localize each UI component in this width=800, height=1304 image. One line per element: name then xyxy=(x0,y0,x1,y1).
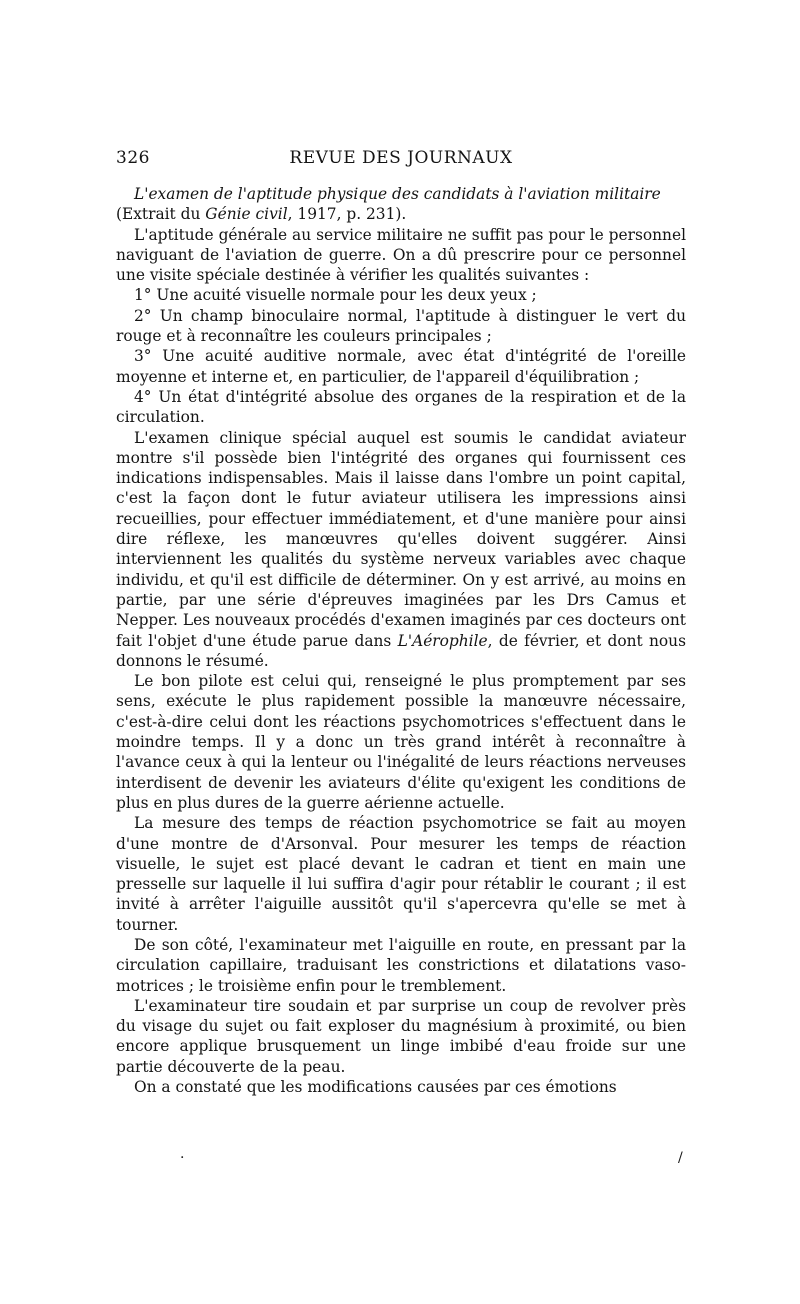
source-prefix: (Extrait du xyxy=(116,205,206,224)
page-number: 326 xyxy=(116,148,150,168)
intro-paragraph: L'aptitude générale au service militaire ne suffit pas pour le personnel naviguant de l'aviation de guerre. On a dû prescrire pour ce personnel une visite spéciale destinée à vérifier les qualités suivantes : xyxy=(116,225,686,285)
article-body xyxy=(116,184,686,1097)
source-journal: Génie civil xyxy=(205,205,288,224)
list-item: 4° Un état d'intégrité absolue des organes de la respiration et de la circulation. xyxy=(116,387,686,427)
stray-dot-mark: · xyxy=(180,1150,185,1166)
list-item: 2° Un champ binoculaire normal, l'aptitude à distinguer le vert du rouge et à reconnaître les couleurs principales ; xyxy=(116,306,686,346)
source-suffix: , 1917, p. 231). xyxy=(287,205,407,224)
list-item: 1° Une acuité visuelle normale pour les deux yeux ; xyxy=(134,286,537,305)
exam-text-after: , de février, et dont nous donnons le résumé. xyxy=(116,631,686,670)
page-header xyxy=(116,148,686,170)
examiner-paragraph: De son côté, l'examinateur met l'aiguille en route, en pressant par la circulation capillaire, traduisant les constrictions et dilatations vaso-motrices ; le troisième enfin pour le tremblement. xyxy=(116,935,686,995)
final-paragraph: On a constaté que les modifications causées par ces émotions xyxy=(134,1078,617,1097)
exam-text-before: L'examen clinique spécial auquel est soumis le candidat aviateur montre s'il possède bien l'intégrité des organes qui fournissent ces indications indispensables. Mais il laisse dans l'ombre un point capital, c'est la façon dont le futur aviateur utilisera les impressions ainsi recueillies, pour effectuer immédiatement, et d'une manière pour ainsi dire réflexe, les manœuvres qu'elles doivent suggérer. Ainsi interviennent les qualités du système nerveux variables avec chaque individu, et qu'il est difficile de déterminer. On y est arrivé, au moins en partie, par une série d'épreuves imaginées par les Drs Camus et Nepper. Les nouveaux procédés d'examen imaginés par ces docteurs ont fait l'objet d'une étude parue dans xyxy=(116,428,686,650)
journal-name: L'Aérophile xyxy=(397,631,488,650)
revolver-paragraph: L'examinateur tire soudain et par surprise un coup de revolver près du visage du sujet ou fait exploser du magnésium à proximité, ou bien encore applique brusquement un linge imbibé d'eau froide sur une partie découverte de la peau. xyxy=(116,996,686,1076)
pilot-paragraph: Le bon pilote est celui qui, renseigné le plus promptement par ses sens, exécute le plus rapidement possible la manœuvre nécessaire, c'est-à-dire celui dont les réactions psychomotrices s'effectuent dans le moindre temps. Il y a donc un très grand intérêt à reconnaître à l'avance ceux à qui la lenteur ou l'inégalité de leurs réactions nerveuses interdisent de devenir les aviateurs d'élite qu'exigent les conditions de plus en plus dures de la guerre aérienne actuelle. xyxy=(116,672,686,812)
article-title: L'examen de l'aptitude physique des candidats à l'aviation militaire xyxy=(134,185,661,203)
article-heading xyxy=(116,184,686,204)
exam-paragraph xyxy=(116,428,686,672)
stray-slash-mark: / xyxy=(678,1150,683,1166)
list-item: 3° Une acuité auditive normale, avec état d'intégrité de l'oreille moyenne et interne et, en particulier, de l'appareil d'équilibration ; xyxy=(116,347,686,386)
running-title: REVUE DES JOURNAUX xyxy=(289,148,513,168)
article-source xyxy=(116,204,686,224)
measure-paragraph: La mesure des temps de réaction psychomotrice se fait au moyen d'une montre de d'Arsonval. Pour mesurer les temps de réaction visuelle, le sujet est placé devant le cadran et tient en main une presselle sur laquelle il lui suffira d'agir pour rétablir le courant ; il est invité à arrêter l'aiguille aussitôt qu'il s'apercevra qu'elle se met à tourner. xyxy=(116,814,686,934)
